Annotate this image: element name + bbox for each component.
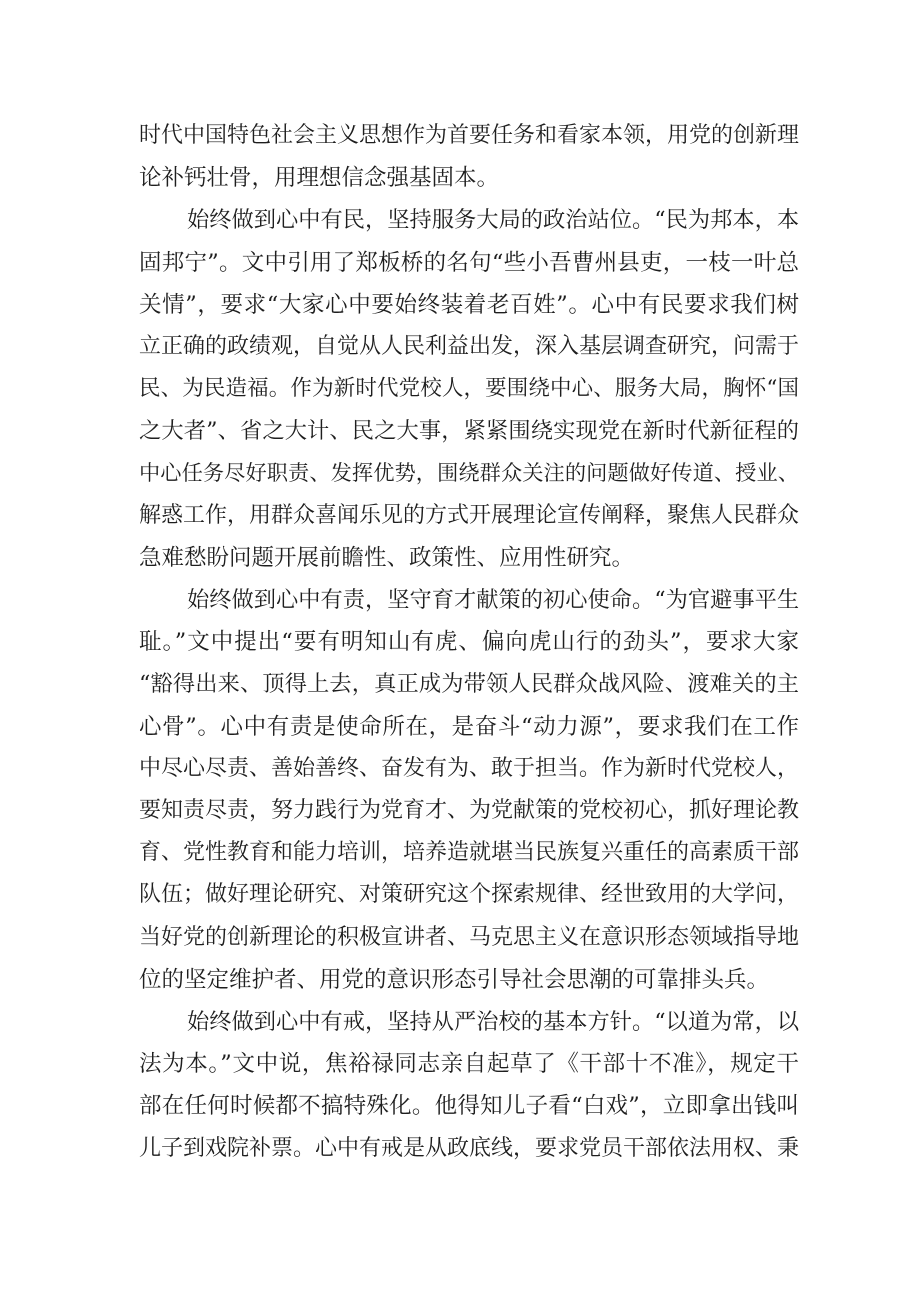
text-line: 时代中国特色社会主义思想作为首要任务和看家本领，用党的创新理: [139, 123, 800, 148]
text-line: 位的坚定维护者、用党的意识形态引导社会思潮的可靠排头兵。: [139, 966, 770, 993]
text-line: 立正确的政绩观，自觉从人民利益出发，深入基层调查研究，问需于: [139, 333, 800, 359]
text-line: 之大者”、省之大计、民之大事，紧紧围绕实现党在新时代新征程的: [139, 418, 799, 445]
text-line: 关情”，要求“大家心中要始终装着老百姓”。心中有民要求我们树: [139, 291, 799, 318]
text-line: 解惑工作，用群众喜闻乐见的方式开展理论宣传阐释，聚焦人民群众: [139, 502, 800, 528]
text-line: 始终做到心中有责，坚守育才献策的初心使命。“为官避事平生: [187, 587, 800, 614]
text-line: 始终做到心中有戒，坚持从严治校的基本方针。“以道为常，以: [187, 1008, 800, 1035]
text-line: 固邦宁”。文中引用了郑板桥的名句“些小吾曹州县吏，一枝一叶总: [139, 249, 799, 276]
document-body: [139, 115, 799, 1170]
text-line: 论补钙壮骨，用理想信念强基固本。: [139, 165, 500, 192]
text-line: 耻。”文中提出“要有明知山有虎、偏向虎山行的劲头”，要求大家: [139, 629, 799, 656]
text-line: 急难愁盼问题开展前瞻性、政策性、应用性研究。: [139, 544, 635, 571]
text-line: 要知责尽责，努力践行为党育才、为党献策的党校初心，抓好理论教: [139, 798, 800, 823]
text-line: 当好党的创新理论的积极宣讲者、马克思主义在意识形态领域指导地: [139, 924, 800, 950]
text-line: 始终做到心中有民，坚持服务大局的政治站位。“民为邦本，本: [187, 207, 800, 234]
text-line: “豁得出来、顶得上去，真正成为带领人民群众战风险、渡难关的主: [139, 671, 799, 698]
text-line: 队伍；做好理论研究、对策研究这个探索规律、经世致用的大学问，: [139, 882, 800, 908]
text-line: 民、为民造福。作为新时代党校人，要围绕中心、服务大局，胸怀“国: [139, 376, 799, 402]
text-line: 中心任务尽好职责、发挥优势，围绕群众关注的问题做好传道、授业、: [139, 460, 799, 486]
text-line: 部在任何时候都不搞特殊化。他得知儿子看“白戏”，立即拿出钱叫: [139, 1093, 799, 1120]
text-line: 儿子到戏院补票。心中有戒是从政底线，要求党员干部依法用权、秉: [139, 1135, 800, 1161]
text-line: 心骨”。心中有责是使命所在，是奋斗“动力源”，要求我们在工作: [139, 713, 799, 740]
text-line: 育、党性教育和能力培训，培养造就堪当民族复兴重任的高素质干部: [139, 840, 800, 866]
text-line: 中尽心尽责、善始善终、奋发有为、敢于担当。作为新时代党校人，: [139, 755, 800, 781]
text-line: 法为本。”文中说，焦裕禄同志亲自起草了《干部十不准》，规定干: [139, 1051, 799, 1078]
